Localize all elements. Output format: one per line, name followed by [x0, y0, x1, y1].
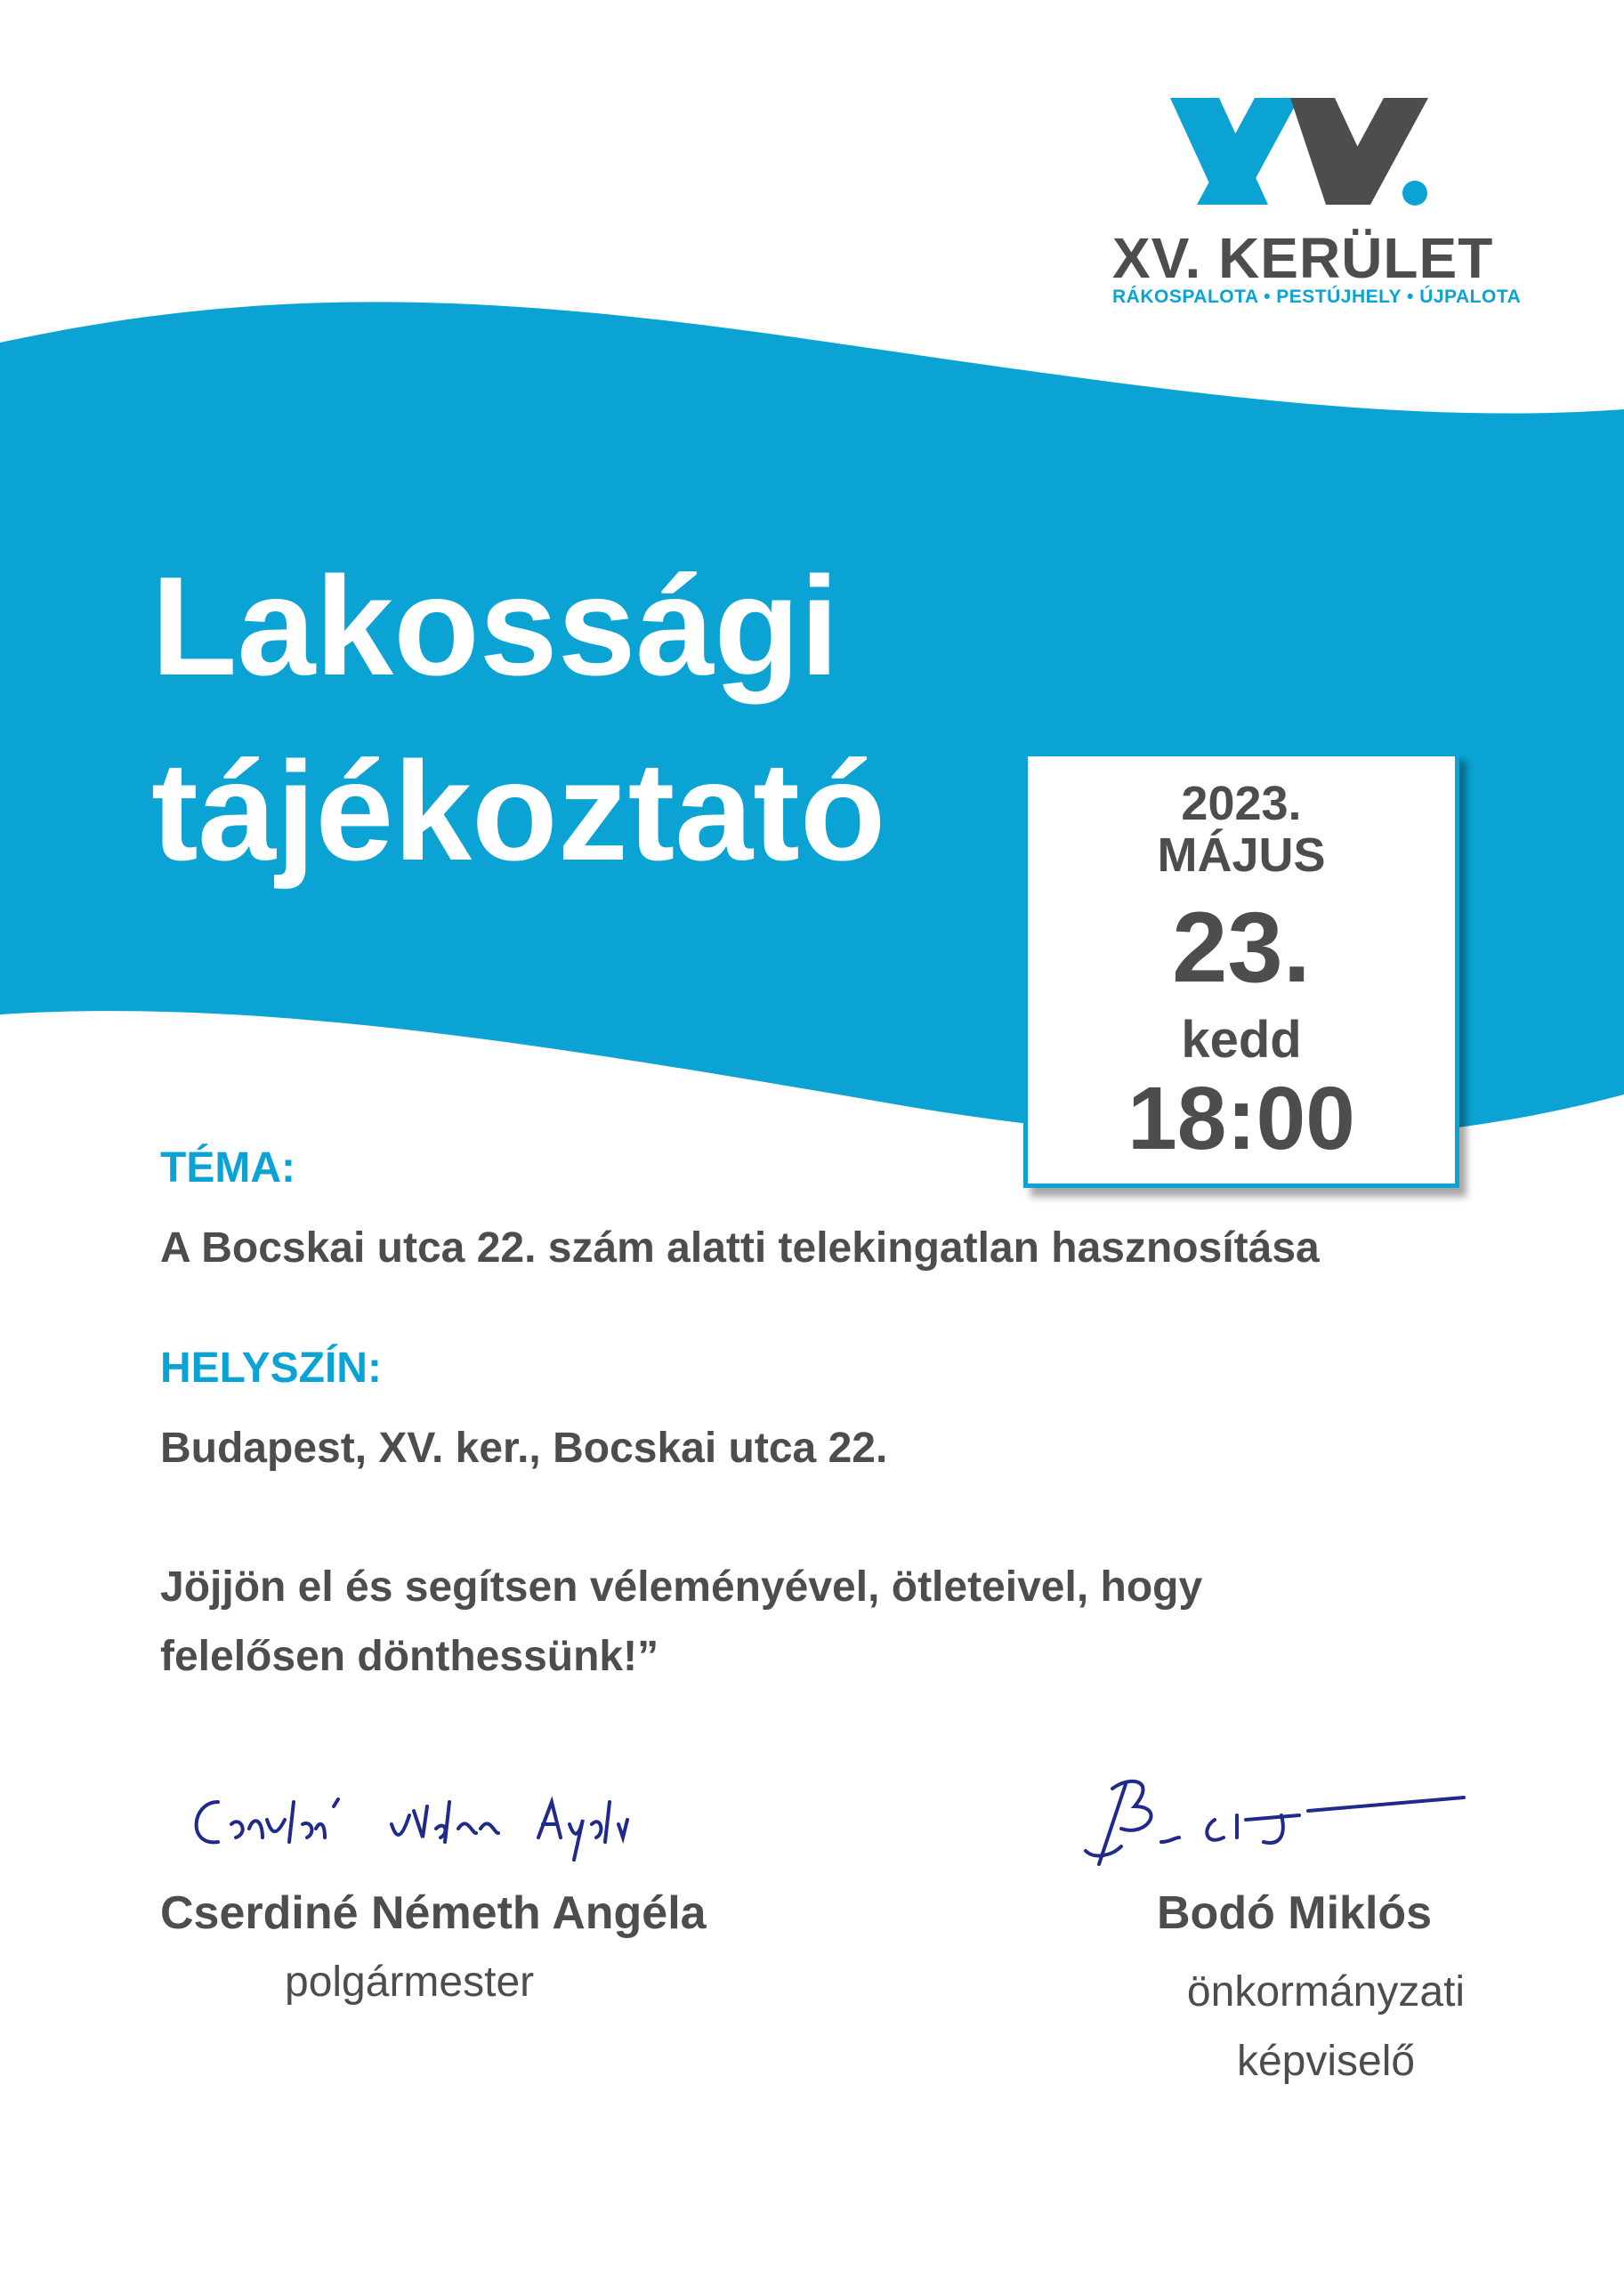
- closing-line-1: Jöjjön el és segítsen véleményével, ötleteivel, hogy: [160, 1563, 1203, 1611]
- event-weekday: kedd: [1181, 1011, 1302, 1069]
- event-day: 23.: [1172, 892, 1311, 1003]
- event-time: 18:00: [1127, 1069, 1355, 1168]
- location-text: Budapest, XV. ker., Bocskai utca 22.: [160, 1425, 888, 1472]
- page-title: [151, 534, 885, 904]
- topic-text: A Bocskai utca 22. szám alatti telekingatlan hasznosítása: [160, 1224, 1320, 1272]
- event-month: MÁJUS: [1157, 828, 1326, 882]
- handwritten-signature: [1059, 1766, 1522, 1891]
- location-label: HELYSZÍN:: [160, 1345, 382, 1392]
- signatory-role-representative: [1130, 1958, 1522, 2096]
- event-year: 2023.: [1181, 777, 1302, 830]
- xv-emblem-icon: [1166, 93, 1442, 209]
- role-line-2: képviselő: [1236, 2038, 1416, 2085]
- title-line-2: tájékoztató: [151, 733, 886, 890]
- district-logo: [1112, 93, 1522, 316]
- handwritten-signature: [182, 1784, 716, 1864]
- role-line-1: önkormányzati: [1186, 1968, 1466, 2016]
- closing-line-2: felelősen dönthessünk!”: [160, 1633, 659, 1680]
- signatory-name-representative: Bodó Miklós: [1157, 1887, 1433, 1939]
- signatory-role-mayor: polgármester: [285, 1959, 535, 2006]
- title-line-1: Lakossági: [151, 548, 839, 705]
- logo-title: XV. KERÜLET: [1112, 226, 1494, 290]
- topic-label: TÉMA:: [160, 1144, 295, 1192]
- event-date-box: [1023, 752, 1459, 1188]
- closing-message: [160, 1553, 1202, 1692]
- logo-subtitle: RÁKOSPALOTA • PESTÚJHELY • ÚJPALOTA: [1112, 287, 1522, 307]
- signatory-name-mayor: Cserdiné Németh Angéla: [160, 1887, 707, 1939]
